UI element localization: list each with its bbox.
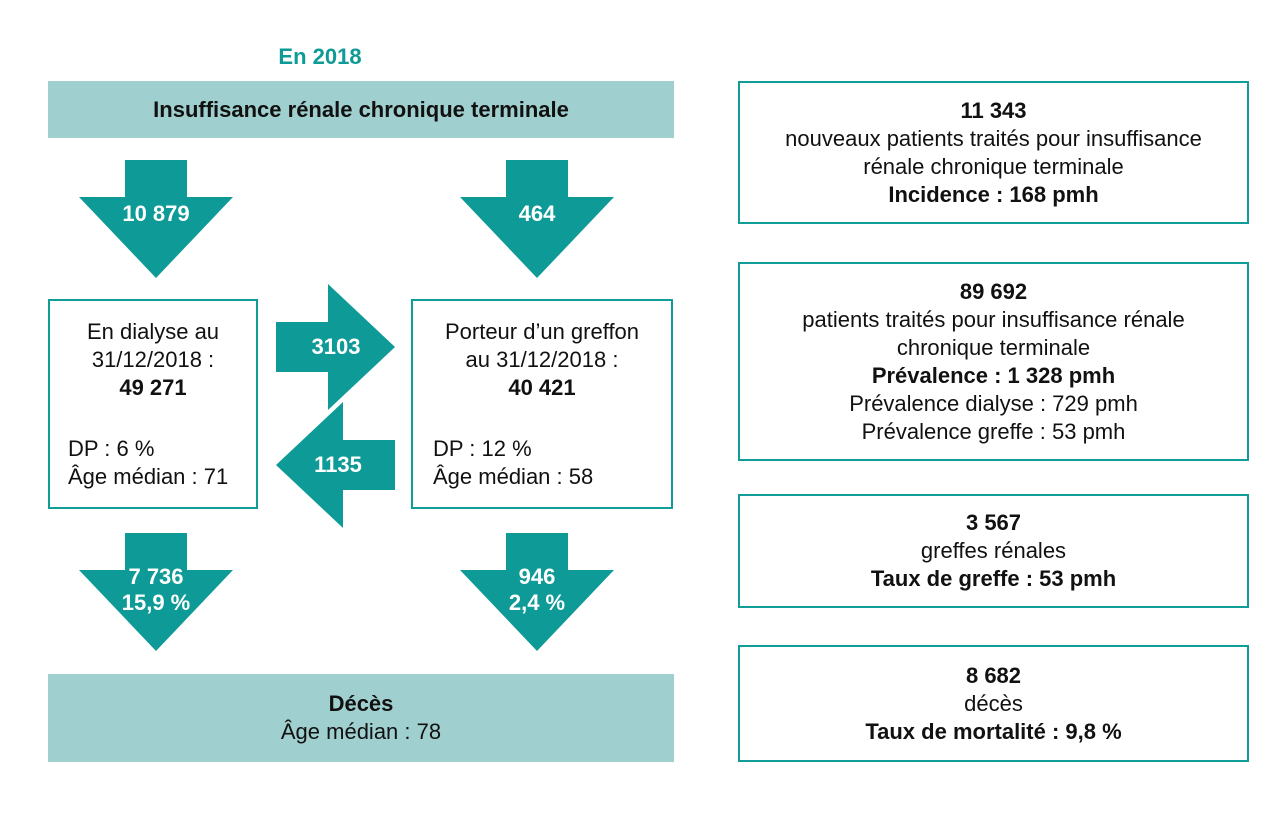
graft-box xyxy=(411,299,673,509)
dialysis-to-graft-label: 3103 xyxy=(311,334,361,359)
deaths-box xyxy=(738,645,1249,762)
deaths-graft-label xyxy=(477,564,597,616)
incoming-graft-label: 464 xyxy=(518,201,556,226)
incidence-count: 11 343 xyxy=(960,97,1027,123)
graft-line1: Porteur d’un greffon xyxy=(444,319,640,344)
deaths-dialysis-pct: 15,9 % xyxy=(121,590,191,615)
grafts-count: 3 567 xyxy=(965,510,1022,535)
grafts-line1: greffes rénales xyxy=(920,538,1067,563)
graft-details xyxy=(433,435,593,491)
prevalence-dialysis: Prévalence dialyse : 729 pmh xyxy=(849,390,1138,416)
deaths-count: 8 682 xyxy=(965,662,1022,688)
deaths-graft-count: 946 xyxy=(518,564,556,589)
incoming-dialysis-label: 10 879 xyxy=(122,201,190,226)
prevalence-rate: Prévalence : 1 328 pmh xyxy=(871,362,1116,388)
graft-count: 40 421 xyxy=(508,375,576,400)
deaths-rate: Taux de mortalité : 9,8 % xyxy=(865,718,1122,744)
deaths-band-title: Décès xyxy=(328,691,394,716)
dialysis-box xyxy=(48,299,258,509)
deaths-graft-pct: 2,4 % xyxy=(508,590,566,615)
deaths-dialysis-count: 7 736 xyxy=(128,564,184,589)
incidence-rate: Incidence : 168 pmh xyxy=(888,181,1099,207)
year-title: En 2018 xyxy=(278,44,362,69)
dialysis-dp: DP : 6 % xyxy=(68,436,155,461)
graft-to-dialysis-label: 1135 xyxy=(314,452,362,477)
prevalence-line1: patients traités pour insuffisance rénale xyxy=(802,306,1185,332)
incidence-line2: rénale chronique terminale xyxy=(863,153,1124,179)
dialysis-age: Âge médian : 71 xyxy=(68,464,229,489)
dialysis-line1: En dialyse au xyxy=(86,319,220,344)
grafts-rate: Taux de greffe : 53 pmh xyxy=(870,566,1117,591)
incidence-line1: nouveaux patients traités pour insuffisance xyxy=(785,125,1202,151)
deaths-band-age: Âge médian : 78 xyxy=(280,719,442,744)
dialysis-details xyxy=(68,435,228,491)
prevalence-box xyxy=(738,262,1249,461)
graft-age: Âge médian : 58 xyxy=(433,464,594,489)
graft-dp: DP : 12 % xyxy=(433,436,532,461)
dialysis-count: 49 271 xyxy=(119,375,187,400)
dialysis-summary xyxy=(50,301,256,402)
prevalence-graft: Prévalence greffe : 53 pmh xyxy=(861,418,1126,444)
graft-summary xyxy=(413,301,671,402)
incidence-box xyxy=(738,81,1249,224)
deaths-line1: décès xyxy=(964,690,1023,716)
header-band: Insuffisance rénale chronique terminale xyxy=(48,81,674,138)
grafts-box xyxy=(738,494,1249,608)
deaths-dialysis-label xyxy=(96,564,216,616)
graft-line2: au 31/12/2018 : xyxy=(465,347,619,372)
dialysis-line2: 31/12/2018 : xyxy=(91,347,215,372)
deaths-band xyxy=(48,674,674,762)
prevalence-line2: chronique terminale xyxy=(896,334,1091,360)
prevalence-count: 89 692 xyxy=(959,278,1028,304)
